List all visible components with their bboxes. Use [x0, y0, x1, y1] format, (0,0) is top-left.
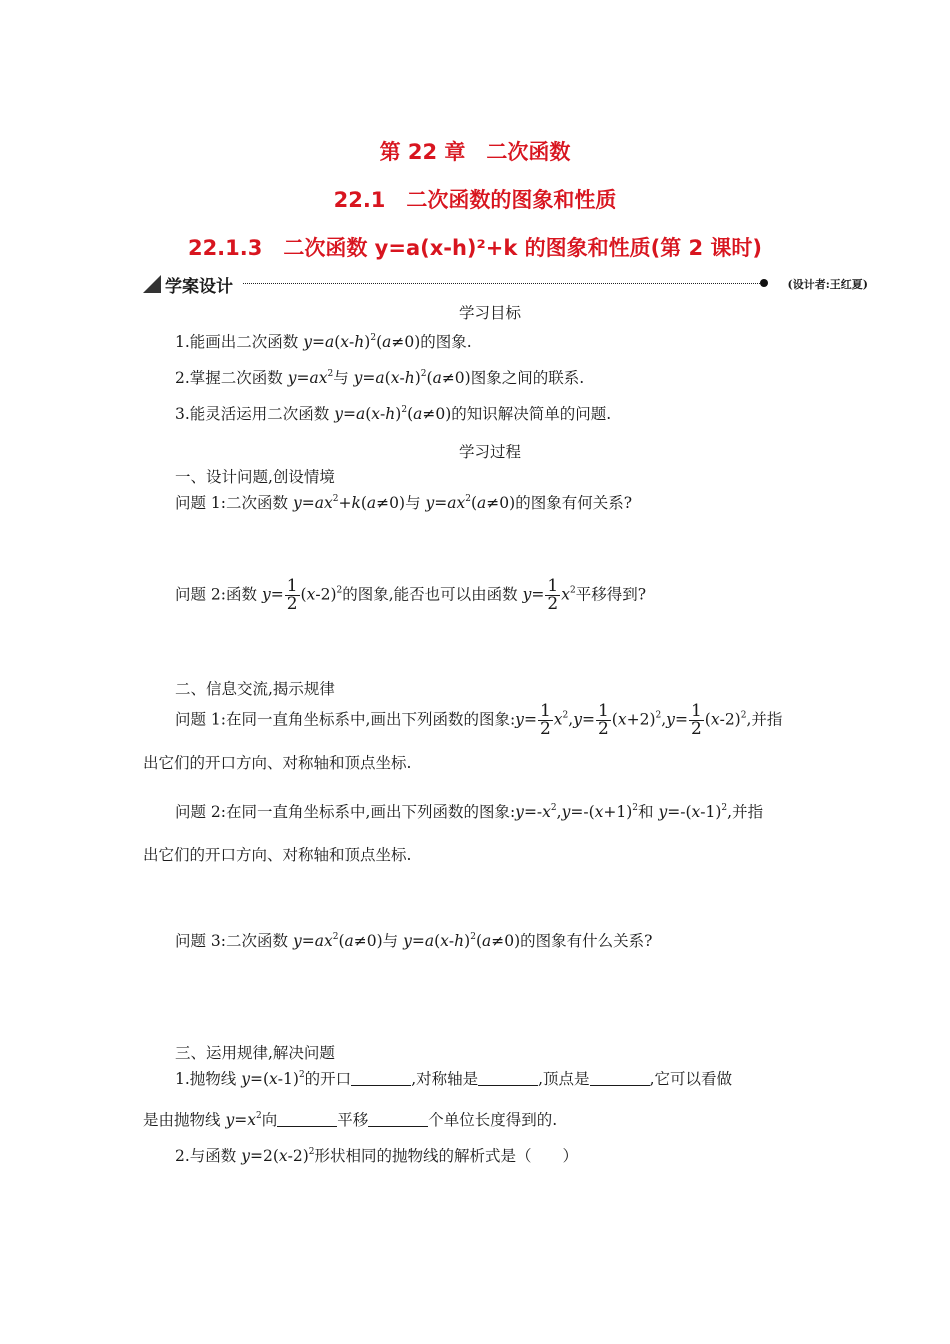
section-title: 22.1 二次函数的图象和性质 — [333, 188, 617, 212]
process-heading: 学习过程 — [458, 443, 521, 461]
part3-problem-1: 1.抛物线 $y=(x-1)^2$的开口 ,对称轴是 ,顶点是 ,它可以看做 — [175, 1070, 732, 1088]
answer-blank[interactable] — [478, 1069, 538, 1086]
part2-heading: 二、信息交流,揭示规律 — [175, 680, 335, 698]
banner-corner-icon — [143, 275, 161, 293]
goal-3: 3.能灵活运用二次函数 $y=a(x-h)^2(a\ne 0)$的知识解决简单的问题. — [175, 405, 612, 423]
part2-question-3: 问题 3:二次函数 $y=ax^2(a\ne 0)$与 $y=a(x-h)^2(a\ne 0)$的图象有什么关系? — [175, 932, 653, 950]
goal-2: 2.掌握二次函数 $y=ax^2$与 $y=a(x-h)^2(a\ne 0)$图象之间的联系. — [175, 369, 585, 387]
goals-heading: 学习目标 — [458, 304, 521, 322]
answer-blank[interactable] — [351, 1069, 411, 1086]
part1-question-1: 问题 1:二次函数 $y=ax^2+k(a\ne 0)$与 $y=ax^2(a\ne 0)$的图象有何关系? — [175, 494, 633, 512]
banner-dotted-line — [243, 283, 760, 284]
designer-note: (设计者:王红夏) — [787, 278, 868, 291]
answer-blank[interactable] — [590, 1069, 650, 1086]
chapter-title: 第 22 章 二次函数 — [379, 140, 571, 164]
part2-question-1: 问题 1:在同一直角坐标系中,画出下列函数的图象:y= $\frac{1}{2}$ $x^2,y=$ $\frac{1}{2}$ $(x+2)^2,y=$ $\frac{1}{2}$ $(x-2)^2$,并指 — [175, 701, 783, 739]
banner — [143, 270, 868, 296]
part3-problem-2: 2.与函数 $y=2(x-2)^2$形状相同的抛物线的解析式是（ ） — [175, 1147, 579, 1165]
banner-title: 学案设计 — [165, 277, 233, 297]
goal-1: 1.能画出二次函数 $y=a(x-h)^2(a\ne 0)$的图象. — [175, 333, 472, 351]
answer-blank[interactable] — [368, 1110, 428, 1127]
part3-problem-1-line2: 是由抛物线 $y=x^2$向 平移 个单位长度得到的. — [143, 1111, 558, 1129]
part1-question-2: 问题 2:函数 y= $\frac{1}{2}$ $(x-2)^2$的图象,能否也可以由函数 y= $\frac{1}{2}$ $x^2$平移得到? — [175, 576, 646, 614]
part1-heading: 一、设计问题,创设情境 — [175, 468, 335, 486]
part2-question-1-line2: 出它们的开口方向、对称轴和顶点坐标. — [143, 754, 412, 772]
answer-blank[interactable] — [277, 1110, 337, 1127]
part2-question-2: 问题 2:在同一直角坐标系中,画出下列函数的图象$:y=-x^2,y=-(x+1)^2$和 $y=-(x-1)^2$,并指 — [175, 803, 764, 821]
subsection-title: 22.1.3 二次函数 y=a(x-h)²+k 的图象和性质(第 2 课时) — [187, 236, 763, 260]
part2-question-2-line2: 出它们的开口方向、对称轴和顶点坐标. — [143, 846, 412, 864]
banner-dot — [760, 279, 768, 287]
part3-heading: 三、运用规律,解决问题 — [175, 1044, 335, 1062]
